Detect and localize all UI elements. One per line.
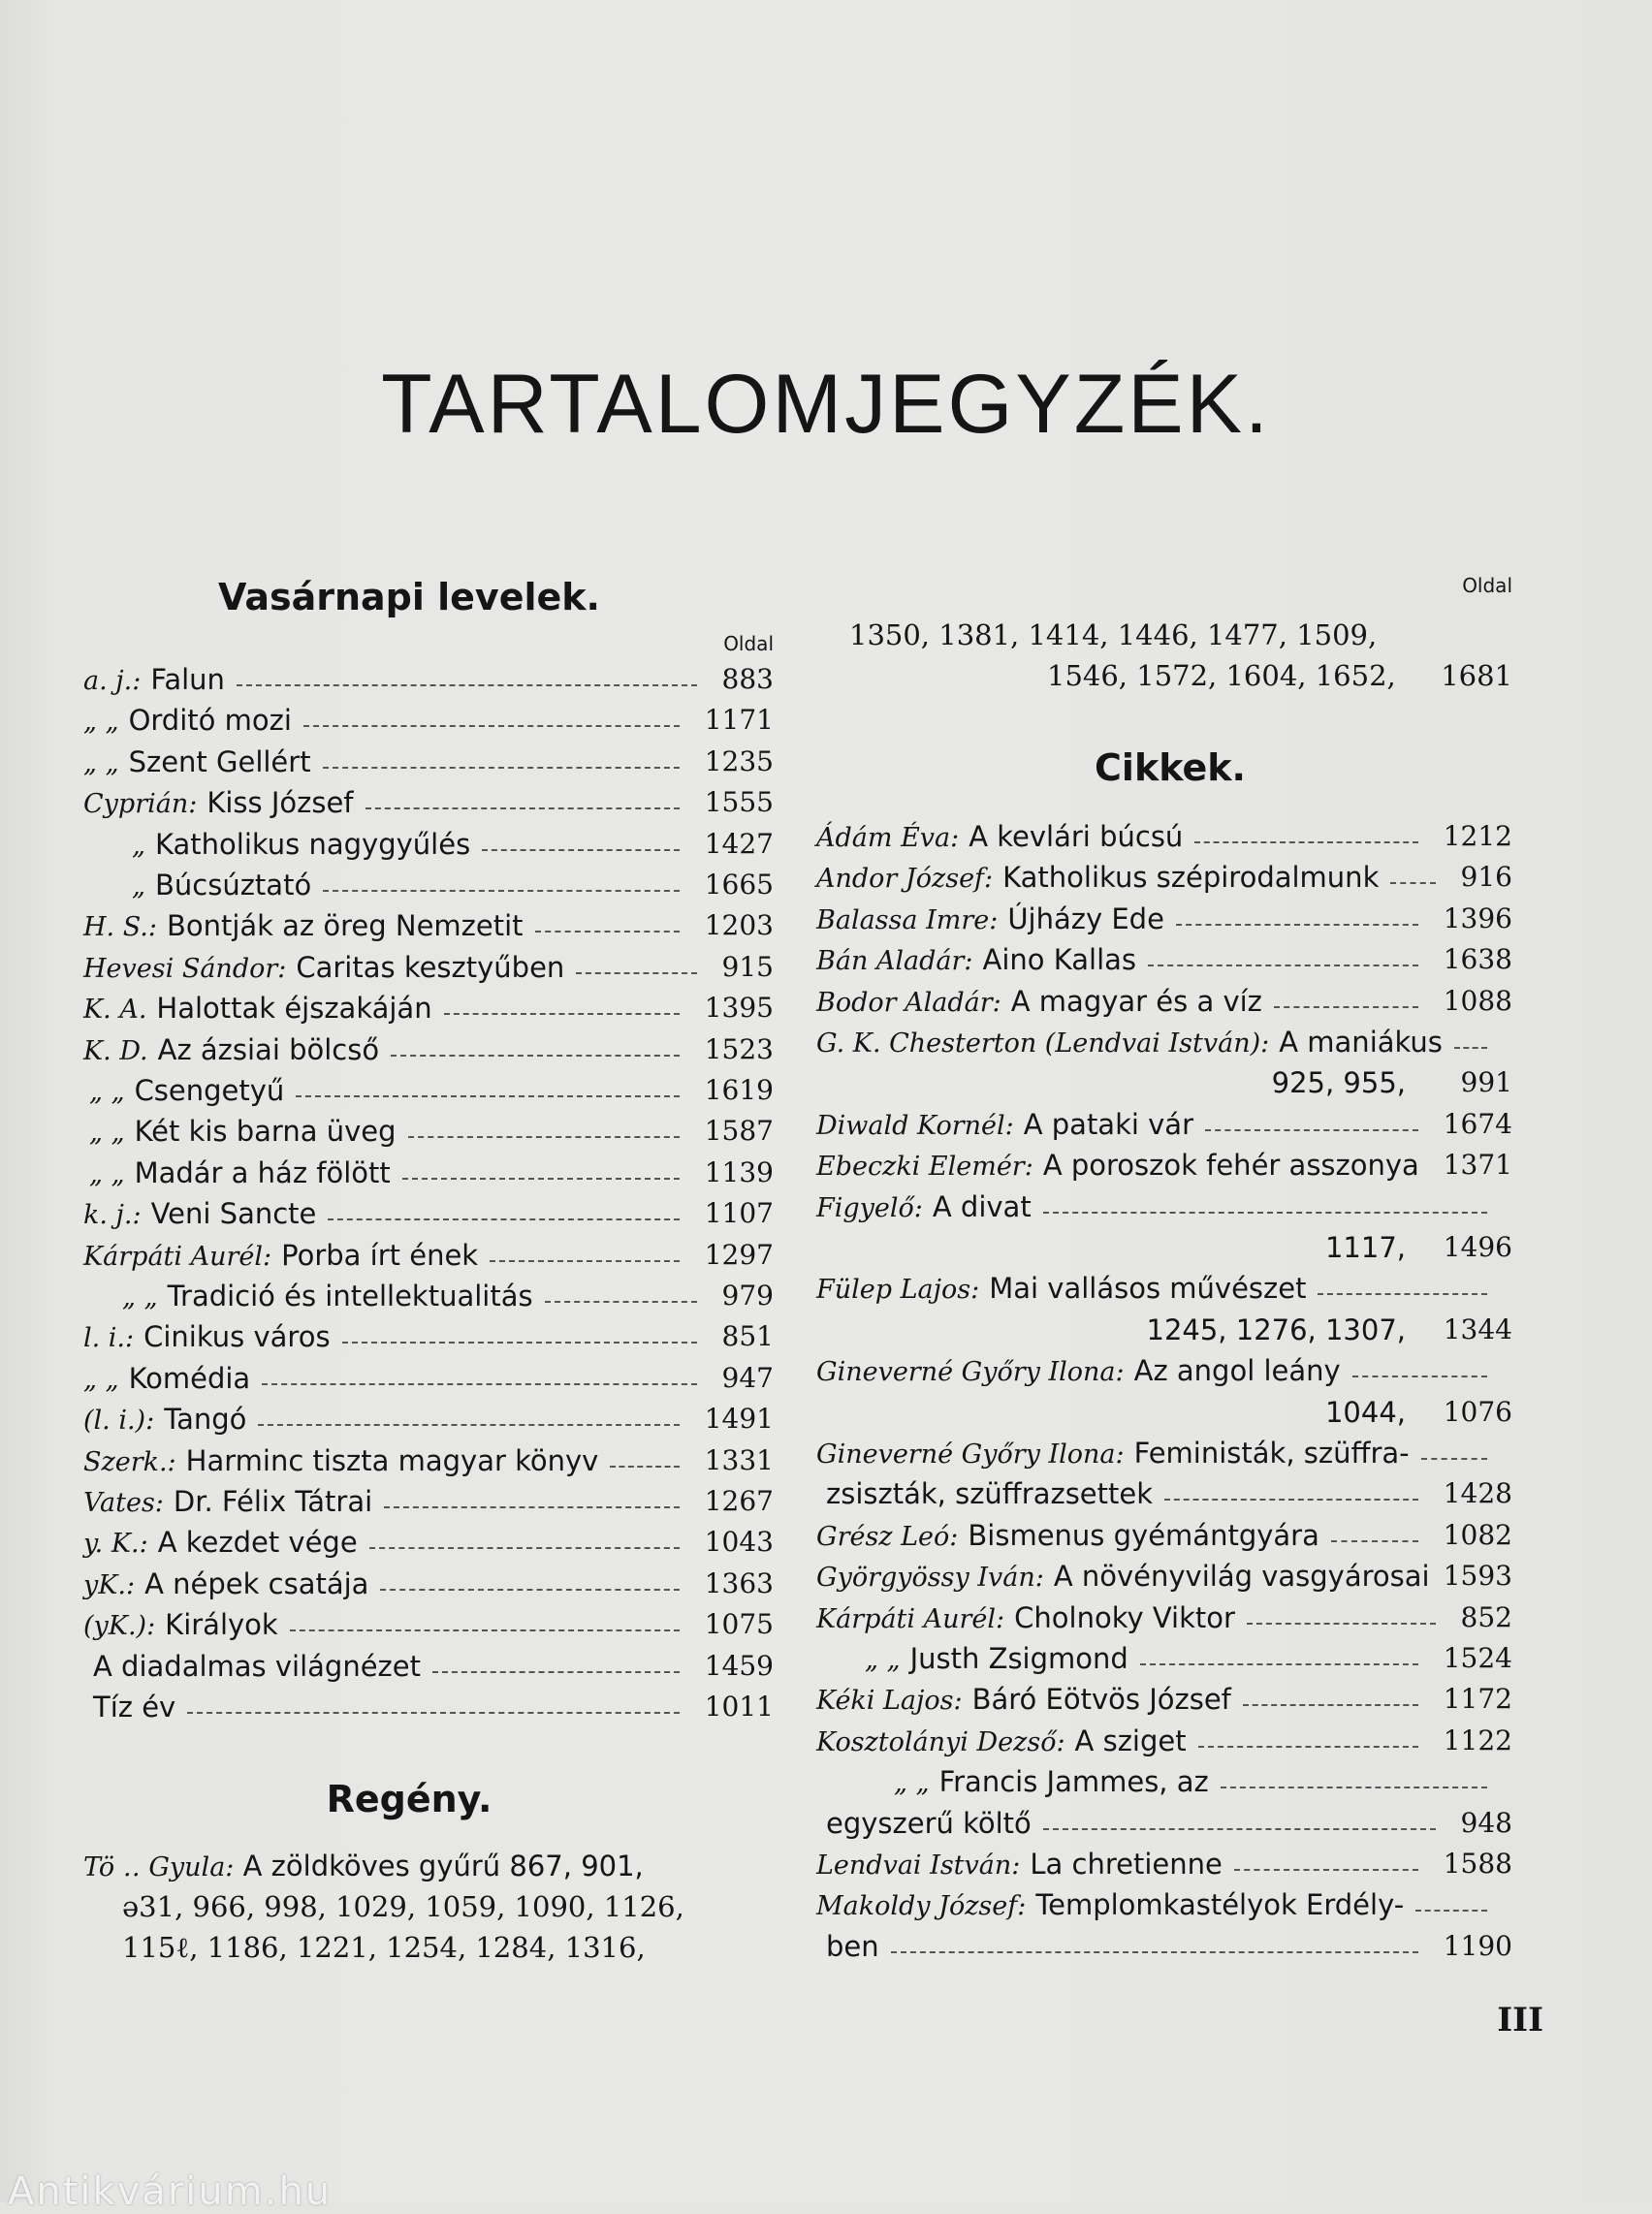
entry-title: A népek csatája [144,1566,369,1600]
entry-page: 1587 [704,1115,774,1148]
toc-entry [83,1604,774,1645]
entry-author: Hevesi Sándor: [83,953,287,984]
toc-entry [83,865,774,905]
entry-page: 1371 [1443,1149,1512,1182]
entry-page: 915 [721,950,774,983]
entry-page: 1395 [704,992,774,1025]
toc-entry [816,1392,1512,1433]
entry-title: Búcsúztató [155,869,312,901]
toc-entry [816,1515,1512,1556]
regeny-title: A zöldköves gyűrű 867, 901, [242,1850,644,1882]
entry-author: l. i.: [83,1323,135,1354]
dot-leader [1176,924,1418,926]
entry-author: (yK.): [83,1611,156,1642]
dot-leader [1243,1704,1418,1706]
regeny-author: Tö ‥ Gyula: [83,1852,235,1882]
regeny-pages-line-3: 115ℓ, 1186, 1221, 1254, 1284, 1316, [122,1931,646,1964]
entry-author: Kosztolányi Dezső: [816,1726,1065,1757]
entry-title: Justh Zsigmond [909,1642,1128,1675]
toc-entry [83,1153,774,1193]
dot-leader [402,1178,680,1180]
entry-page: 1363 [704,1566,774,1599]
dot-leader [296,1095,679,1097]
entry-page: 1459 [704,1649,774,1682]
entry-title: Újházy Ede [1007,901,1164,935]
entry-author: k. j.: [83,1200,142,1231]
entry-page: 947 [721,1361,774,1394]
entry-author: Kárpáti Aurél: [816,1603,1005,1634]
dot-leader [1274,1006,1418,1008]
entry-title: Katholikus szépirodalmunk [1002,861,1380,895]
entry-page: 1593 [1443,1560,1512,1593]
dot-leader [380,1589,679,1591]
entry-title: Tíz év [93,1691,176,1724]
entry-author: K. A. [83,995,147,1026]
toc-entry [816,1556,1512,1597]
entry-title: A kezdet vége [157,1526,358,1560]
dot-leader [1148,965,1418,966]
entry-title: Caritas kesztyűben [296,950,565,984]
entry-page: 1555 [704,786,774,819]
entry-title: Szent Gellért [128,744,311,778]
entry-title: Katholikus nagygyűlés [155,827,471,861]
entry-title: Az angol leány [1133,1354,1341,1388]
toc-entry [83,1399,774,1439]
toc-entry [816,1884,1512,1925]
entry-page: 948 [1460,1806,1512,1839]
entry-author: Szerk.: [83,1446,176,1477]
dot-leader [891,1951,1418,1953]
entry-page: 1427 [704,827,774,860]
entry-author: Andor József: [816,864,994,895]
entry-page: 1190 [1443,1929,1512,1962]
dot-leader [328,1218,679,1220]
entry-page: 1172 [1443,1683,1512,1716]
entry-page: 1344 [1443,1313,1512,1345]
dot-leader [1140,1663,1418,1665]
entry-title: Madár a ház fölött [134,1155,391,1189]
toc-entry [83,1687,774,1727]
toc-entry [83,659,774,700]
dot-leader [576,972,696,974]
toc-entry [816,816,1512,857]
section-heading-vasarnapi: Vasárnapi levelek. [218,576,600,618]
toc-entry [83,1440,774,1481]
toc-entry [816,1433,1512,1473]
toc-entry [816,1104,1512,1145]
entry-title: A magyar és a víz [1010,984,1262,1018]
entry-author: „ „ [122,1282,158,1313]
entry-author: Makoldy József: [816,1891,1027,1922]
entry-author: „ [132,871,145,901]
dot-leader [1331,1540,1418,1542]
toc-entry [816,1679,1512,1720]
dot-leader [535,931,680,933]
toc-entry [816,1597,1512,1638]
page-title: TARTALOMJEGYZÉK. [381,358,1271,451]
regeny-entry [83,1846,774,1886]
entry-title: Orditó mozi [128,704,292,738]
dot-leader [342,1342,697,1344]
regeny-pages-line-2: ǝ31, 966, 998, 1029, 1059, 1090, 1126, [122,1890,684,1923]
entry-page: 1212 [1443,820,1512,852]
entry-title: Mai vallásos művészet [989,1272,1307,1306]
entry-title: Báró Eötvös József [971,1683,1231,1717]
entry-title: A divat [932,1189,1032,1223]
entry-author: Vates: [83,1488,164,1518]
dot-leader [610,1466,679,1468]
entry-title: A kevlári búcsú [969,820,1184,853]
entry-page: 1297 [704,1238,774,1271]
entry-title: Halottak éjszakáján [156,992,432,1026]
dot-leader [258,1424,679,1426]
entry-author: „ „ [83,747,119,778]
entry-title: A sziget [1074,1724,1187,1757]
entry-title: A pataki vár [1023,1107,1194,1141]
dot-leader [384,1506,680,1508]
oldal-label-left: Oldal [723,632,774,655]
entry-page: 979 [721,1280,774,1312]
dot-leader [1198,1746,1418,1748]
watermark: Antikvárium.hu [8,2169,333,2214]
entry-author: y. K.: [83,1529,148,1560]
toc-entry [816,1350,1512,1391]
entry-page: 883 [721,663,774,695]
dot-leader [1234,1869,1418,1871]
toc-entry [816,857,1512,898]
entry-title: Az ázsiai bölcső [157,1032,380,1066]
dot-leader [1205,1129,1418,1131]
toc-entry [83,1235,774,1276]
entry-page: 1011 [704,1691,774,1723]
regeny-pages-line-5: 1546, 1572, 1604, 1652, [1047,659,1396,692]
entry-title: Csengetyű [134,1074,285,1107]
entry-page: 1088 [1443,984,1512,1017]
dot-leader [1421,1458,1487,1460]
dot-leader [482,849,680,851]
entry-page: 1524 [1443,1642,1512,1674]
entry-title: A diadalmas világnézet [93,1649,421,1683]
toc-entry [83,1316,774,1357]
entry-title: Aino Kallas [982,943,1137,977]
dot-leader [1390,882,1435,884]
dot-leader [545,1301,697,1303]
dot-leader [391,1055,680,1057]
entry-author: „ „ [89,1118,125,1149]
entry-author: Cyprián: [83,789,198,820]
entry-author: „ „ [83,1364,119,1395]
toc-entry [816,1844,1512,1884]
entry-title: A növényvilág vasgyárosai [1053,1560,1430,1594]
dot-leader [369,1547,680,1549]
entry-author: H. S.: [83,912,157,943]
entry-author: „ [132,830,145,861]
entry-page: 1428 [1443,1477,1512,1510]
entry-title: Harminc tiszta magyar könyv [185,1443,599,1477]
dot-leader [237,684,697,686]
entry-author: „ „ [89,1077,125,1107]
section-heading-regeny: Regény. [326,1778,492,1820]
dot-leader [1221,1787,1487,1788]
entry-page: 852 [1460,1600,1512,1633]
entry-title: Királyok [165,1608,278,1642]
toc-entry [83,824,774,865]
entry-page: 1076 [1443,1395,1512,1428]
dot-leader [1454,1047,1487,1049]
entry-title: La chretienne [1030,1848,1223,1881]
regeny-last-page: 1681 [1441,659,1512,692]
entry-author: Grész Leó: [816,1521,959,1552]
entry-title: ben [826,1929,879,1963]
toc-entry [816,1310,1512,1350]
entry-author: Diwald Kornél: [816,1110,1014,1141]
entry-author: Kéki Lajos: [816,1686,963,1717]
entry-author: Györgyössy Iván: [816,1563,1044,1594]
dot-leader [303,725,680,727]
entry-title: Porba írt ének [281,1238,479,1272]
entry-page: 1665 [704,869,774,901]
entry-page: 1122 [1443,1724,1512,1756]
entry-page: 916 [1460,861,1512,894]
dot-leader [1415,1910,1487,1912]
toc-entry [83,1522,774,1563]
entry-title: Veni Sancte [150,1197,317,1231]
entry-title: 1117, [1324,1231,1406,1264]
entry-page: 1107 [704,1197,774,1230]
entry-author: K. D. [83,1035,148,1066]
entry-title: zsiszták, szüffrazsettek [826,1477,1154,1511]
dot-leader [187,1712,680,1714]
dot-leader [323,767,680,769]
dot-leader [1247,1623,1436,1625]
toc-entry [83,700,774,741]
entry-author: yK.: [83,1569,136,1600]
entry-title: Komédia [128,1361,251,1395]
dot-leader [444,1013,680,1015]
entry-author: „ „ [894,1768,930,1799]
entry-page: 1043 [704,1526,774,1559]
dot-leader [290,1629,680,1631]
entry-title: Tangó [164,1403,247,1437]
entry-title: Bismenus gyémántgyára [968,1518,1319,1552]
entry-page: 1674 [1443,1107,1512,1140]
entry-page: 1523 [704,1032,774,1065]
entry-page: 851 [721,1320,774,1353]
toc-entry [83,1070,774,1111]
page-number: III [1497,2001,1543,2040]
toc-entry [816,1761,1512,1802]
toc-entry [83,1481,774,1522]
toc-entry [83,1111,774,1152]
entry-page: 1267 [704,1485,774,1517]
section-heading-cikkek: Cikkek. [1095,746,1246,789]
entry-author: G. K. Chesterton (Lendvai István): [816,1028,1270,1059]
entry-title: Bontják az öreg Nemzetit [166,909,524,943]
entry-author: Bán Aladár: [816,946,973,977]
entry-page: 1588 [1443,1848,1512,1880]
toc-entry [83,1029,774,1070]
entry-title: Két kis barna üveg [134,1115,397,1149]
toc-entry [816,899,1512,939]
toc-entry [83,742,774,782]
entry-page: 1082 [1443,1518,1512,1551]
toc-entry [816,1062,1512,1103]
entry-title: A maniákus [1279,1026,1443,1059]
entry-page: 1171 [704,704,774,737]
entry-author: a. j.: [83,666,142,696]
entry-author: Ádám Éva: [816,823,960,853]
entry-title: 925, 955, [1271,1066,1406,1100]
entry-title: Feministák, szüffra- [1133,1437,1410,1470]
toc-entry [83,1646,774,1687]
entry-author: Bodor Aladár: [816,987,1001,1018]
entry-page: 991 [1460,1066,1512,1099]
dot-leader [408,1136,680,1138]
toc-entry [83,947,774,988]
dot-leader [1194,841,1417,843]
toc-entry [816,1638,1512,1679]
toc-entry [83,782,774,823]
toc-entry [816,981,1512,1022]
entry-title: Cinikus város [143,1320,331,1354]
entry-title: Francis Jammes, az [938,1765,1209,1799]
dot-leader [1043,1212,1487,1214]
entry-page: 1491 [704,1403,774,1436]
dot-leader [1318,1293,1487,1295]
toc-entry [83,1193,774,1234]
entry-title: Dr. Félix Tátrai [173,1485,373,1518]
dot-leader [262,1383,696,1385]
entry-page: 1619 [704,1074,774,1106]
toc-entry [816,1721,1512,1761]
entry-author: Fülep Lajos: [816,1275,980,1306]
dot-leader [365,807,680,809]
entry-author: Figyelő: [816,1192,923,1223]
entry-page: 1075 [704,1608,774,1641]
entry-author: Gineverné Győry Ilona: [816,1357,1125,1388]
entry-title: 1245, 1276, 1307, [1146,1313,1406,1346]
toc-entry [83,1564,774,1604]
dot-leader [1352,1376,1487,1377]
entry-author: Balassa Imre: [816,904,999,935]
entry-title: Cholnoky Viktor [1014,1600,1235,1634]
entry-author: Ebeczki Elemér: [816,1152,1033,1183]
dot-leader [1164,1499,1418,1501]
entry-author: „ „ [865,1645,901,1675]
toc-entry [83,1276,774,1316]
toc-entry [83,905,774,946]
entry-title: Kiss József [206,786,354,820]
entry-author: Gineverné Győry Ilona: [816,1439,1125,1470]
dot-leader [323,890,680,892]
entry-author: Lendvai István: [816,1850,1021,1881]
toc-entry [83,1358,774,1399]
entry-page: 1396 [1443,901,1512,934]
dot-leader [432,1671,680,1673]
entry-author: „ „ [89,1158,125,1189]
entry-page: 1203 [704,909,774,942]
toc-entry [83,988,774,1028]
toc-entry [816,939,1512,980]
toc-entry [816,1803,1512,1844]
entry-page: 1638 [1443,943,1512,976]
toc-entry [816,1268,1512,1309]
regeny-pages-line-4: 1350, 1381, 1414, 1446, 1477, 1509, [849,618,1378,651]
toc-entry [816,1022,1512,1062]
entry-title: 1044, [1324,1395,1406,1429]
entry-page: 1139 [704,1155,774,1188]
dot-leader [490,1260,680,1262]
toc-entry [816,1186,1512,1227]
entry-title: Templomkastélyok Erdély- [1035,1888,1405,1922]
entry-title: Falun [150,663,225,696]
entry-author: Kárpáti Aurél: [83,1241,272,1272]
dot-leader [1043,1828,1436,1830]
entry-page: 1235 [704,744,774,777]
entry-title: A poroszok fehér asszonya [1042,1149,1419,1183]
entry-title: Tradició és intellektualitás [167,1280,533,1313]
toc-entry [816,1473,1512,1514]
entry-title: egyszerű költő [826,1806,1032,1840]
oldal-label-right: Oldal [1462,574,1512,597]
toc-entry [816,1227,1512,1268]
toc-entry [816,1145,1512,1186]
entry-page: 1331 [704,1443,774,1476]
toc-entry [816,1926,1512,1967]
entry-page: 1496 [1443,1231,1512,1263]
entry-author: (l. i.): [83,1406,155,1437]
entry-author: „ „ [83,707,119,738]
